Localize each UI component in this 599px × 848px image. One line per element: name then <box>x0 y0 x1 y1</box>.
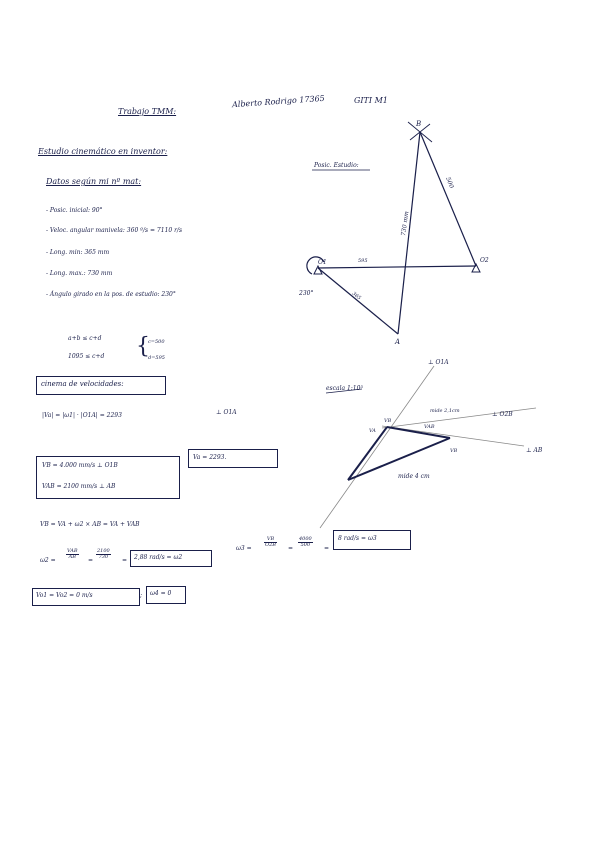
w2-den: AB <box>68 554 76 561</box>
length-o1a-label: 365 <box>350 290 362 302</box>
point-o2-label: O2 <box>480 257 489 264</box>
scale-label: escala 1:10³ <box>326 385 363 392</box>
velocity-section-title: cinema de velocidades: <box>41 380 124 388</box>
va-vector-label: VA <box>369 428 376 434</box>
length-o1o2-label: 595 <box>358 258 368 264</box>
mide-small-label: mide 2,1cm <box>430 408 460 414</box>
va-value: Va = 2293. <box>193 454 227 461</box>
w2-lhs: ω2 = <box>40 557 56 564</box>
data-item: - Posic. inicial: 90° <box>46 207 103 214</box>
data-item: - Long. min: 365 mm <box>46 249 110 256</box>
brace: { <box>136 334 150 359</box>
grashof-inequality-numeric: 1095 ≤ c+d <box>68 353 105 360</box>
equals-sign: = <box>88 557 94 564</box>
solution-c: c=500 <box>148 339 165 345</box>
page-title: Trabajo TMM: <box>118 107 177 116</box>
data-item: - Veloc. angular manivela: 360 º/s = 7110 r/s <box>46 227 183 234</box>
data-item: - Ángulo girado en la pos. de estudio: 230° <box>46 291 176 298</box>
perp-o1a-note: ⊥ O1A <box>216 409 237 416</box>
point-o1-label: O1 <box>318 259 327 266</box>
length-bo2-label: 500 <box>444 176 455 190</box>
vector-equation: VB = VA + ω2 × AB = VA + VAB <box>40 521 140 528</box>
vb-value: VB = 4.000 mm/s ⊥ O1B <box>42 462 118 469</box>
length-ab-label: 730 mm <box>400 210 411 237</box>
perp-ab-label: ⊥ AB <box>526 447 543 454</box>
data-item: - Long. max.: 730 mm <box>46 270 113 277</box>
position-label: Posic. Estudio: <box>314 162 359 169</box>
w2-num-value: 2100 <box>97 548 110 554</box>
vab-value: VAB = 2100 mm/s ⊥ AB <box>42 483 116 490</box>
section-title-inventor: Estudio cinemático en inventor: <box>38 147 168 156</box>
separator: ; <box>140 592 143 599</box>
point-a-label: A <box>395 338 401 346</box>
equals-sign: = <box>122 557 128 564</box>
angle-label: 230° <box>299 290 314 297</box>
w3-den-value: 500 <box>300 542 311 549</box>
w3-num-value: 4000 <box>299 536 312 542</box>
vb-tip-label: VB <box>450 448 458 454</box>
vo-value: Vo1 = Vo2 = 0 m/s <box>36 592 93 599</box>
group-code: GITI M1 <box>354 96 388 105</box>
mide-large-label: mide 4 cm <box>398 473 430 480</box>
equals-sign: = <box>324 545 330 552</box>
perp-o2b-label: ⊥ O2B <box>492 411 513 418</box>
w2-den-value: 730 <box>98 554 109 561</box>
perp-o1a-label: ⊥ O1A <box>428 359 449 366</box>
w3-num: VB <box>264 537 277 543</box>
w2-result: 2,88 rad/s = ω2 <box>134 554 183 561</box>
vector-vab <box>387 427 450 438</box>
vb-vector-label: VB <box>384 418 392 424</box>
author-name: Alberto Rodrigo 17365 <box>231 93 326 110</box>
va-magnitude-equation: |Va| = |ω1| · |O1A| = 2293 <box>42 412 122 419</box>
w4-value: ω4 = 0 <box>150 590 172 597</box>
data-subtitle: Datos según mi nº mat: <box>46 177 142 186</box>
equals-sign: = <box>288 545 294 552</box>
w3-result: 8 rad/s = ω3 <box>338 535 377 542</box>
w2-num: VAB <box>67 548 78 554</box>
solution-d: d=595 <box>148 355 165 361</box>
grashof-inequality: a+b ≤ c+d <box>68 335 102 342</box>
w3-lhs: ω3 = <box>236 545 252 552</box>
vab-vector-label: VAB <box>424 424 435 430</box>
w3-den: O2B <box>265 542 276 549</box>
point-b-label: B <box>416 120 422 128</box>
